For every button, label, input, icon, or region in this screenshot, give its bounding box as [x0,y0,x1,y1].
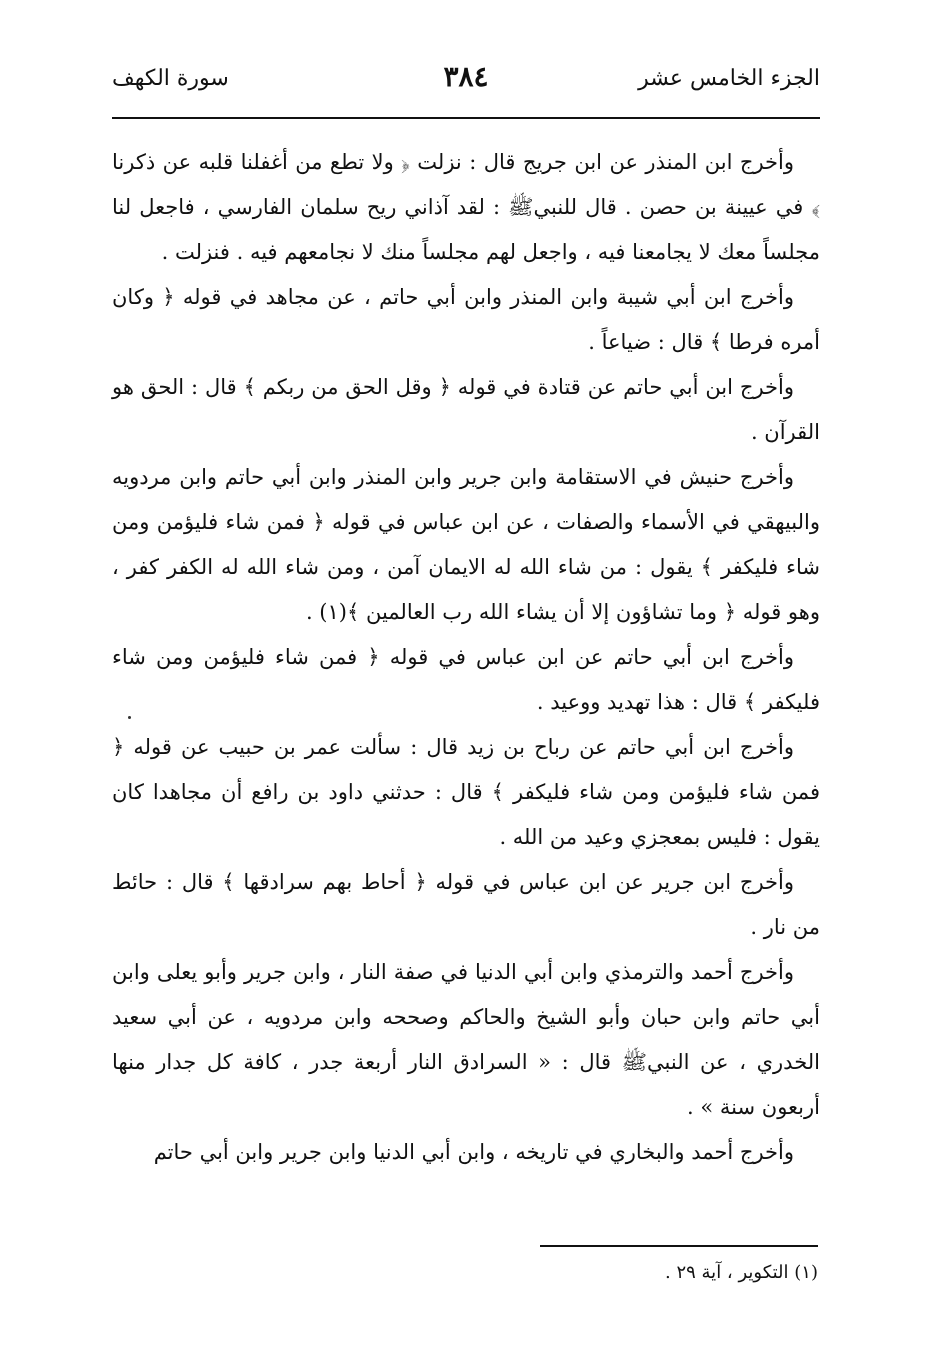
paragraph: وأخرج ابن أبي شيبة وابن المنذر وابن أبي حاتم ، عن مجاهد في قوله ﴿ وكان أمره فرطا ﴾ قال : ضياعاً . [112,285,820,354]
print-speck [128,716,131,719]
running-header [112,58,820,98]
paragraph: وأخرج ابن أبي حاتم عن رباح بن زيد قال : سألت عمر بن حبيب عن قوله ﴿ فمن شاء فليؤمن ومن شاء فليكفر ﴾ قال : حدثني داود بن رافع أن مجاهدا كان يقول : فليس بمعجزي وعيد من الله . [112,735,820,849]
main-text [112,140,820,1175]
paragraph: وأخرج أحمد والترمذي وابن أبي الدنيا في صفة النار ، وابن جرير وأبو يعلى وابن أبي حاتم وابن حبان وأبو الشيخ والحاكم وصححه وابن مردويه ، عن أبي سعيد الخدري ، عن النبيﷺ قال : « السرادق النار أربعة جدر ، كافة كل جدار منها أربعون سنة » . [112,960,820,1119]
paragraph: وأخرج ابن جرير عن ابن عباس في قوله ﴿ أحاط بهم سرادقها ﴾ قال : حائط من نار . [112,870,820,939]
header-rule [112,117,820,119]
paragraph: وأخرج ابن المنذر عن ابن جريج قال : نزلت ﴿ ولا تطع من أغفلنا قلبه عن ذكرنا ﴾ في عيينة بن حصن . قال للنبيﷺ : لقد آذاني ريح سلمان الفارسي ، فاجعل لنا مجلساً معك لا يجامعنا فيه ، واجعل لهم مجلساً منك لا نجامعهم فيه . فنزلت . [112,150,820,264]
page-number: ٣٨٤ [443,60,489,93]
paragraph: وأخرج أحمد والبخاري في تاريخه ، وابن أبي الدنيا وابن جرير وابن أبي حاتم [153,1140,794,1164]
surah-title: سورة الكهف [112,66,229,91]
paragraph: وأخرج ابن أبي حاتم عن ابن عباس في قوله ﴿ فمن شاء فليؤمن ومن شاء فليكفر ﴾ قال : هذا تهديد ووعيد . [112,645,820,714]
paragraph: وأخرج حنيش في الاستقامة وابن جرير وابن المنذر وابن أبي حاتم وابن مردويه والبيهقي في الأسماء والصفات ، عن ابن عباس في قوله ﴿ فمن شاء فليؤمن ومن شاء فليكفر ﴾ يقول : من شاء الله له الايمان آمن ، ومن شاء الله له الكفر كفر ، وهو قوله ﴿ وما تشاؤون إلا أن يشاء الله رب العالمين ﴾(١) . [112,465,820,624]
paragraph: وأخرج ابن أبي حاتم عن قتادة في قوله ﴿ وقل الحق من ربكم ﴾ قال : الحق هو القرآن . [112,375,820,444]
part-title: الجزء الخامس عشر [638,66,820,91]
footnote-rule [540,1245,818,1247]
footnote: (١) التكوير ، آية ٢٩ . [665,1262,818,1283]
